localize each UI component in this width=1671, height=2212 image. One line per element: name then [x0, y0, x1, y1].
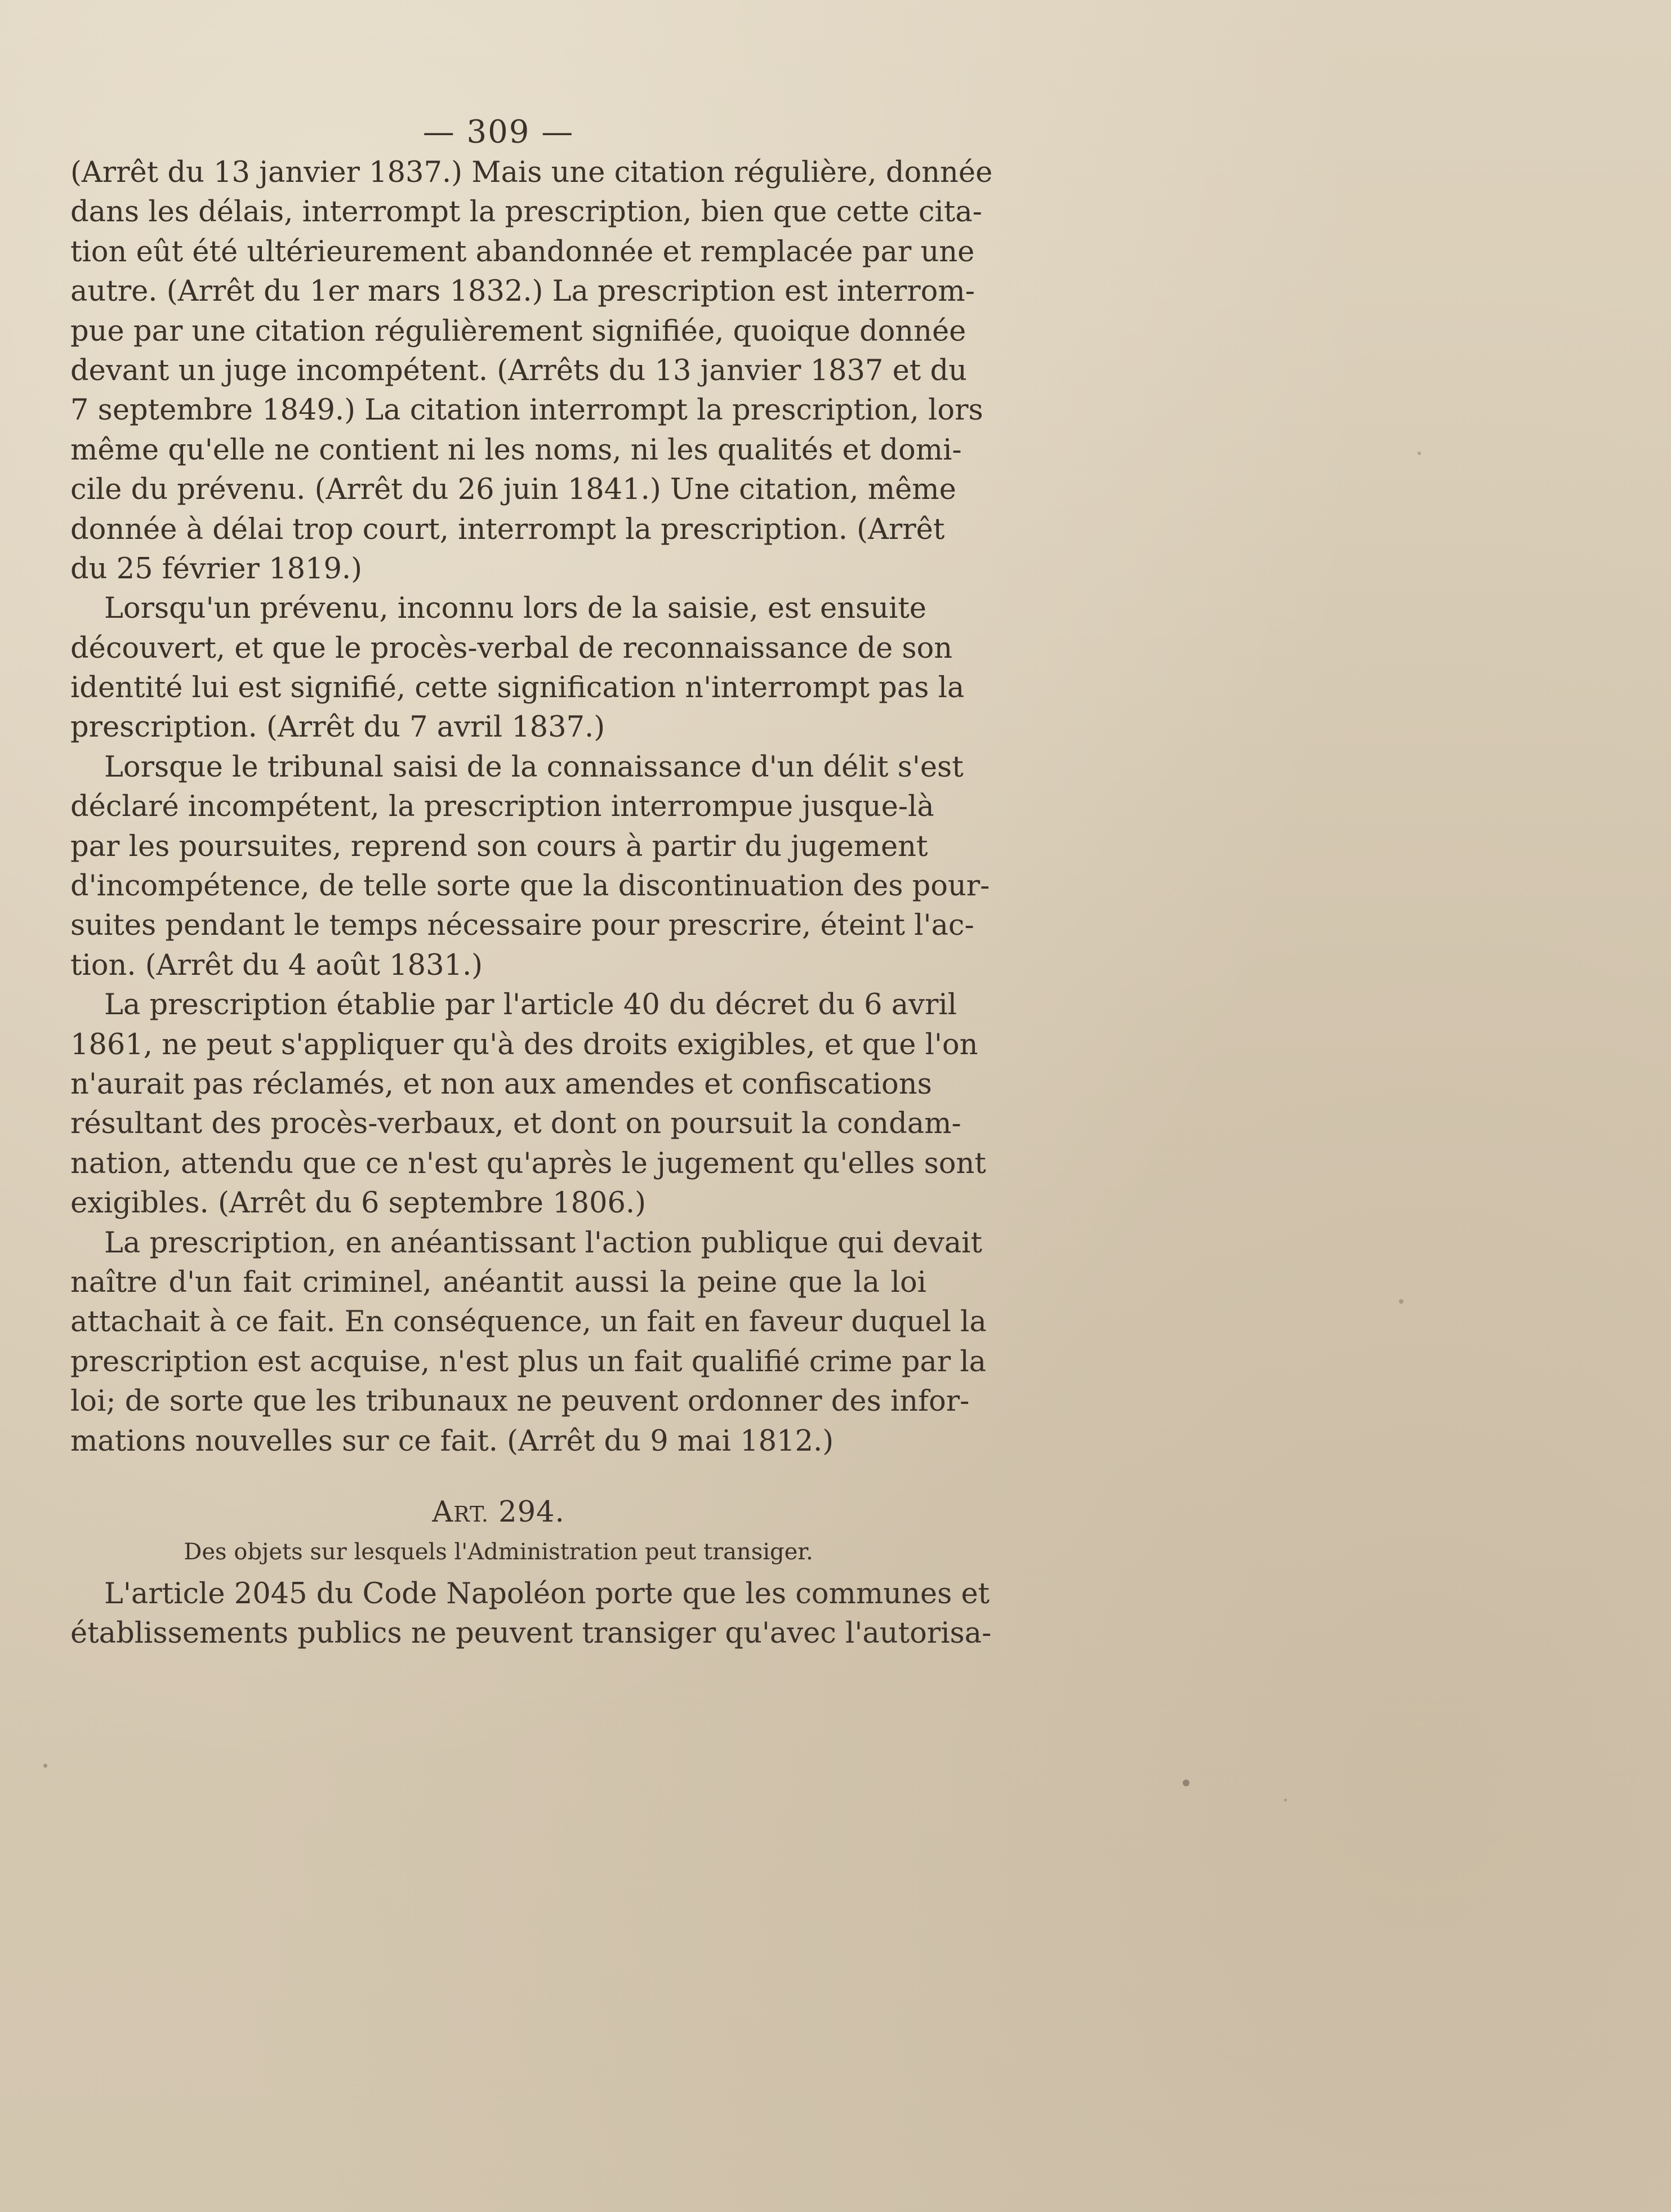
text-line: attachait à ce fait. En conséquence, un fait en faveur duquel la: [70, 1305, 987, 1339]
paper-speck: [43, 1764, 47, 1768]
article-heading-initial: A: [432, 1495, 454, 1529]
text-line: naître d'un fait criminel, anéantit aussi la peine que la loi: [70, 1265, 926, 1299]
paragraph-6: [70, 1575, 992, 1654]
paragraph-1: [70, 153, 993, 589]
text-line: résultant des procès-verbaux, et dont on poursuit la condam-: [70, 1107, 961, 1141]
text-line: Lorsque le tribunal saisi de la connaissance d'un délit s'est: [104, 750, 964, 784]
text-line: La prescription établie par l'article 40 du décret du 6 avril: [104, 988, 957, 1022]
text-line: tion eût été ultérieurement abandonnée et remplacée par une: [70, 235, 975, 269]
text-line: cile du prévenu. (Arrêt du 26 juin 1841.) Une citation, même: [70, 473, 956, 507]
article-heading: [70, 1493, 926, 1534]
article-number: 294.: [488, 1495, 565, 1529]
paragraph-4: [70, 985, 986, 1223]
text-line: dans les délais, interrompt la prescription, bien que cette cita-: [70, 195, 982, 229]
text-line: nation, attendu que ce n'est qu'après le jugement qu'elles sont: [70, 1147, 986, 1180]
text-line: d'incompétence, de telle sorte que la discontinuation des pour-: [70, 869, 990, 903]
article-subtitle: Des objets sur lesquels l'Administration peut transiger.: [184, 1538, 813, 1565]
text-block: [70, 113, 993, 1654]
article-heading-smallcaps: RT.: [453, 1501, 489, 1527]
paragraph-3: [70, 748, 990, 985]
paper-speck: [1284, 1799, 1287, 1801]
text-line: déclaré incompétent, la prescription interrompue jusque-là: [70, 790, 934, 824]
text-line: établissements publics ne peuvent transiger qu'avec l'autorisa-: [70, 1617, 992, 1651]
text-line: autre. (Arrêt du 1er mars 1832.) La prescription est interrom-: [70, 275, 975, 309]
text-line: par les poursuites, reprend son cours à partir du jugement: [70, 830, 928, 863]
text-line: pue par une citation régulièrement signifiée, quoique donnée: [70, 314, 966, 348]
text-line: découvert, et que le procès-verbal de reconnaissance de son: [70, 631, 953, 665]
text-line: (Arrêt du 13 janvier 1837.) Mais une citation régulière, donnée: [70, 156, 993, 189]
paragraph-2: [70, 589, 965, 748]
text-line: 1861, ne peut s'appliquer qu'à des droits exigibles, et que l'on: [70, 1028, 978, 1062]
text-line: 7 septembre 1849.) La citation interrompt la prescription, lors: [70, 394, 983, 427]
text-line: mations nouvelles sur ce fait. (Arrêt du 9 mai 1812.): [70, 1424, 834, 1458]
text-line: Lorsqu'un prévenu, inconnu lors de la saisie, est ensuite: [104, 592, 926, 626]
text-line: tion. (Arrêt du 4 août 1831.): [70, 948, 483, 982]
text-line: du 25 février 1819.): [70, 552, 363, 586]
page-number: — 309 —: [422, 114, 574, 150]
text-line: identité lui est signifié, cette signification n'interrompt pas la: [70, 671, 965, 705]
text-line: L'article 2045 du Code Napoléon porte que les communes et: [104, 1577, 990, 1611]
text-line: donnée à délai trop court, interrompt la prescription. (Arrêt: [70, 512, 945, 546]
text-line: prescription est acquise, n'est plus un fait qualifié crime par la: [70, 1345, 987, 1379]
text-line: suites pendant le temps nécessaire pour prescrire, éteint l'ac-: [70, 909, 974, 943]
text-line: devant un juge incompétent. (Arrêts du 13 janvier 1837 et du: [70, 354, 967, 387]
text-line: La prescription, en anéantissant l'action publique qui devait: [104, 1226, 982, 1260]
text-line: loi; de sorte que les tribunaux ne peuvent ordonner des infor-: [70, 1385, 970, 1419]
paragraph-5: [70, 1224, 987, 1461]
text-line: prescription. (Arrêt du 7 avril 1837.): [70, 711, 605, 744]
paper-speck: [1418, 452, 1421, 455]
text-line: n'aurait pas réclamés, et non aux amendes et confiscations: [70, 1067, 932, 1101]
text-line: même qu'elle ne contient ni les noms, ni les qualités et domi-: [70, 433, 962, 467]
paper-speck: [1183, 1780, 1189, 1786]
text-line: exigibles. (Arrêt du 6 septembre 1806.): [70, 1187, 647, 1220]
paper-speck: [1399, 1299, 1403, 1304]
